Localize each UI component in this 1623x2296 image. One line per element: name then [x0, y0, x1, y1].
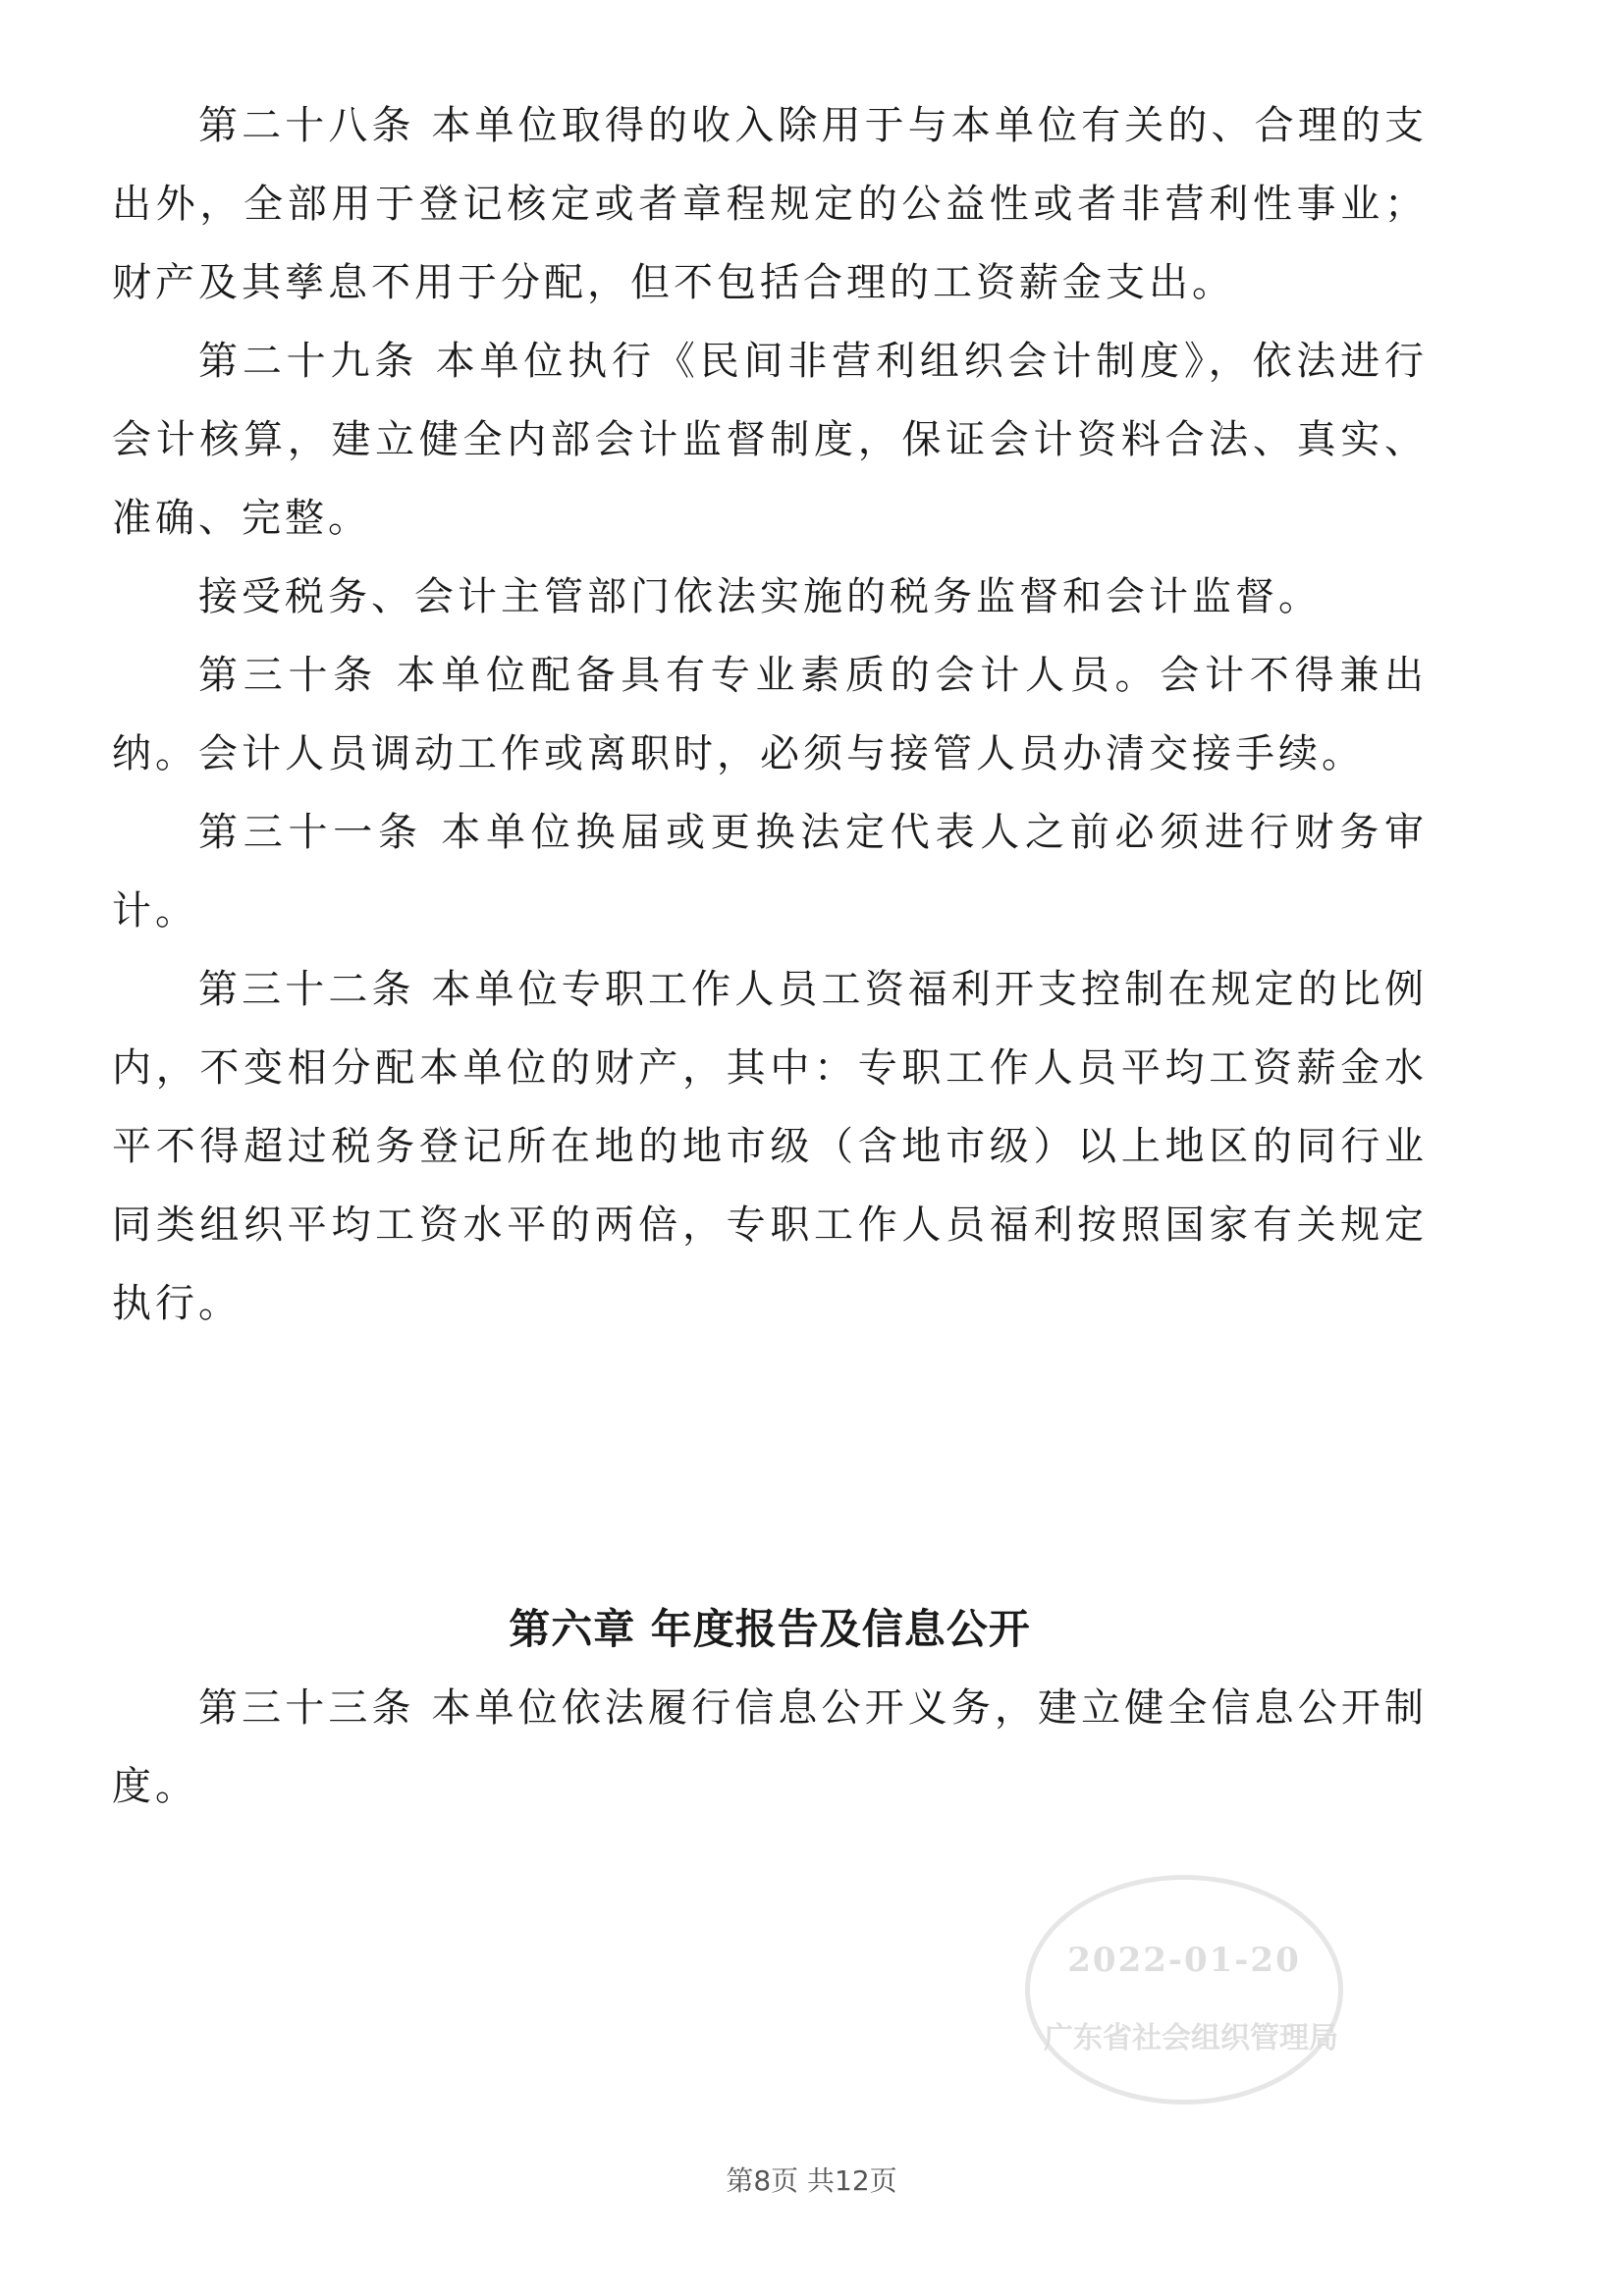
seal-organization: 广东省社会组织管理局: [1044, 2021, 1338, 2056]
article-28: 第二十八条 本单位取得的收入除用于与本单位有关的、合理的支出外，全部用于登记核定或者章程规定的公益性或者非营利性事业；财产及其孳息不用于分配，但不包括合理的工资薪金支出。: [112, 103, 1428, 305]
article-30: 第三十条 本单位配备具有专业素质的会计人员。会计不得兼出纳。会计人员调动工作或离职时，必须与接管人员办清交接手续。: [112, 653, 1428, 776]
page-footer: 第8页 共12页: [726, 2164, 897, 2197]
article-32: 第三十二条 本单位专职工作人员工资福利开支控制在规定的比例内，不变相分配本单位的财产，其中：专职工作人员平均工资薪金水平不得超过税务登记所在地的地市级（含地市级）以上地区的同行业同类组织平均工资水平的两倍，专职工作人员福利按照国家有关规定执行。: [112, 967, 1428, 1326]
official-seal: [1025, 1875, 1343, 2105]
article-31: 第三十一条 本单位换届或更换法定代表人之前必须进行财务审计。: [112, 810, 1428, 934]
section-spacer: [112, 1343, 1428, 1590]
article-33: 第三十三条 本单位依法履行信息公开义务，建立健全信息公开制度。: [112, 1685, 1428, 1809]
article-29: 第二十九条 本单位执行《民间非营利组织会计制度》，依法进行会计核算，建立健全内部会计监督制度，保证会计资料合法、真实、准确、完整。: [112, 339, 1428, 541]
chapter-title: 第六章 年度报告及信息公开: [509, 1605, 1031, 1653]
article-29-supplement: 接受税务、会计主管部门依法实施的税务监督和会计监督。: [198, 574, 1322, 619]
document-body: [112, 86, 1428, 1826]
seal-date: 2022-01-20: [1067, 1941, 1301, 1980]
